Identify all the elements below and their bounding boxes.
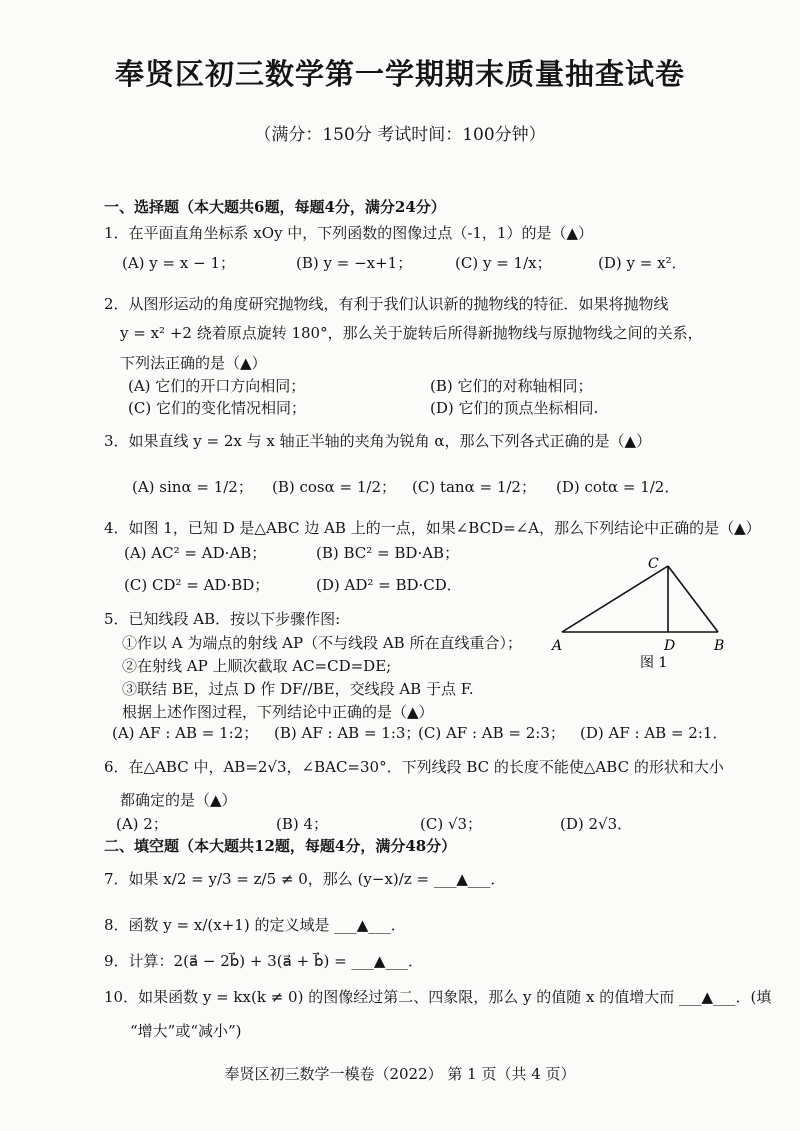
- q3-option-c: (C) tanα = 1/2；: [412, 478, 536, 496]
- q5-step-2: ②在射线 AP 上顺次截取 AC=CD=DE;: [122, 657, 392, 675]
- q2-option-b: (B) 它们的对称轴相同；: [430, 377, 593, 395]
- section-1-heading: 一、选择题（本大题共6题，每题4分，满分24分）: [104, 198, 446, 216]
- q9: 9．计算：2(a⃗ − 2b⃗) + 3(a⃗ + b⃗) = ___▲___．: [104, 952, 423, 970]
- point-label-d: D: [664, 638, 676, 654]
- q4-option-c: (C) CD² = AD·BD；: [124, 576, 270, 594]
- q5-line-4: 根据上述作图过程，下列结论中正确的是（▲）: [122, 703, 434, 721]
- q5-option-c: (C) AF : AB = 2:3；: [418, 724, 565, 742]
- q4-option-a: (A) AC² = AD·AB；: [124, 544, 267, 562]
- q1-option-c: (C) y = 1/x；: [455, 254, 552, 272]
- q5-option-a: (A) AF : AB = 1:2；: [112, 724, 259, 742]
- q6-line-2: 都确定的是（▲）: [120, 791, 237, 809]
- q6-option-b: (B) 4；: [276, 815, 329, 833]
- q2-line-1: 2．从图形运动的角度研究抛物线，有利于我们认识新的抛物线的特征．如果将抛物线: [104, 295, 669, 313]
- q5-stem: 5．已知线段 AB．按以下步骤作图:: [104, 610, 341, 628]
- page-footer: 奉贤区初三数学一模卷（2022） 第 1 页（共 4 页）: [224, 1065, 576, 1083]
- q4-stem: 4．如图 1，已知 D 是△ABC 边 AB 上的一点，如果∠BCD=∠A，那么下列结论中正确的是（▲）: [104, 519, 761, 537]
- q3-option-a: (A) sinα = 1/2；: [132, 478, 253, 496]
- q1-option-b: (B) y = −x+1；: [296, 254, 413, 272]
- q1-option-a: (A) y = x − 1；: [122, 254, 235, 272]
- q5-option-b: (B) AF : AB = 1:3；: [274, 724, 421, 742]
- point-label-b: B: [714, 638, 725, 654]
- q3-option-b: (B) cosα = 1/2；: [272, 478, 396, 496]
- exam-info: （满分：150分 考试时间：100分钟）: [254, 125, 546, 145]
- q1-option-d: (D) y = x²．: [598, 254, 687, 272]
- point-label-c: C: [648, 556, 659, 572]
- q3-stem: 3．如果直线 y = 2x 与 x 轴正半轴的夹角为锐角 α，那么下列各式正确的是（▲）: [104, 432, 652, 450]
- figure-caption: 图 1: [640, 655, 668, 670]
- q2-option-d: (D) 它们的顶点坐标相同.: [430, 399, 599, 417]
- q4-option-d: (D) AD² = BD·CD．: [316, 576, 462, 594]
- q4-option-b: (B) BC² = BD·AB；: [316, 544, 460, 562]
- q2-line-2: y = x² +2 绕着原点旋转 180°，那么关于旋转后所得新抛物线与原抛物线之间的关系，: [120, 324, 703, 342]
- q3-option-d: (D) cotα = 1/2．: [556, 478, 680, 496]
- q7: 7．如果 x/2 = y/3 = z/5 ≠ 0，那么 (y−x)/z = ___▲___．: [104, 870, 506, 888]
- q2-line-3: 下列法正确的是（▲）: [120, 354, 267, 372]
- q2-option-a: (A) 它们的开口方向相同；: [128, 377, 306, 395]
- page-title: 奉贤区初三数学第一学期期末质量抽查试卷: [114, 57, 685, 91]
- q6-option-d: (D) 2√3．: [560, 815, 633, 833]
- q6-option-a: (A) 2；: [116, 815, 168, 833]
- q6-option-c: (C) √3；: [420, 815, 483, 833]
- figure-1-triangle: [540, 550, 740, 670]
- q5-option-d: (D) AF : AB = 2:1．: [580, 724, 728, 742]
- segment-cb: [668, 566, 718, 632]
- q5-step-3: ③联结 BE，过点 D 作 DF//BE，交线段 AB 于点 F.: [122, 680, 474, 698]
- q1-stem: 1．在平面直角坐标系 xOy 中，下列函数的图像过点（-1，1）的是（▲）: [104, 224, 594, 242]
- q5-step-1: ①作以 A 为端点的射线 AP（不与线段 AB 所在直线重合）；: [122, 634, 522, 652]
- q6-line-1: 6．在△ABC 中，AB=2√3，∠BAC=30°．下列线段 BC 的长度不能使△ABC 的形状和大小: [104, 758, 724, 776]
- q8: 8．函数 y = x/(x+1) 的定义域是 ___▲___．: [104, 916, 406, 934]
- q10-line-1: 10．如果函数 y = kx(k ≠ 0) 的图像经过第二、四象限，那么 y 的值随 x 的值增大而 ___▲___．(填: [104, 988, 772, 1006]
- point-label-a: A: [552, 638, 563, 654]
- section-2-heading: 二、填空题（本大题共12题，每题4分，满分48分）: [104, 837, 457, 855]
- segment-ac: [562, 566, 668, 632]
- q2-option-c: (C) 它们的变化情况相同；: [128, 399, 306, 417]
- q10-line-2: “增大”或“减小”): [130, 1022, 242, 1040]
